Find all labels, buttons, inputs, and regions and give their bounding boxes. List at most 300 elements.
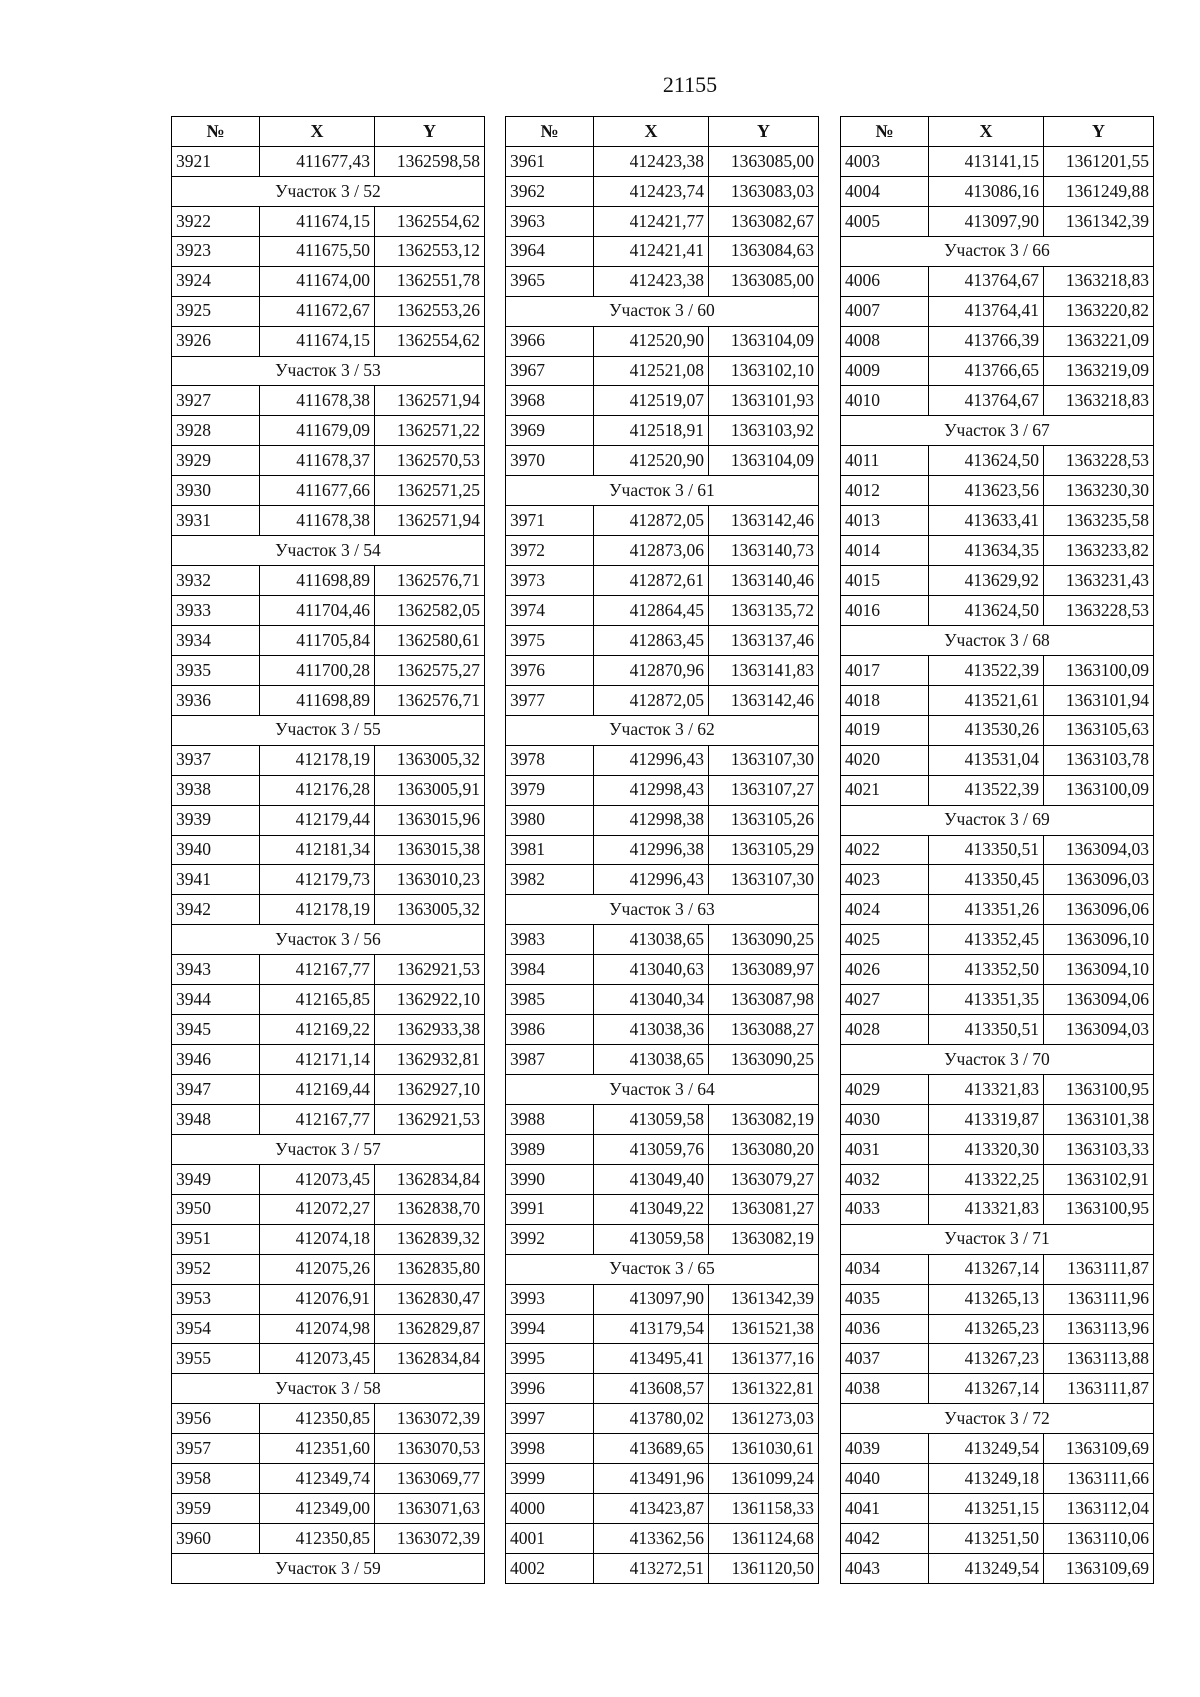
point-number-cell: 3927 [172, 386, 260, 416]
table-row [841, 386, 1154, 416]
y-coordinate-cell: 1362575,27 [375, 655, 485, 685]
y-coordinate-cell: 1363111,96 [1044, 1284, 1154, 1314]
point-number-cell: 4022 [841, 835, 929, 865]
section-title: Участок 3 / 67 [841, 416, 1154, 446]
x-coordinate-cell: 411679,09 [260, 416, 375, 446]
point-number-cell: 3968 [506, 386, 594, 416]
table-row [506, 566, 819, 596]
point-number-cell: 4041 [841, 1494, 929, 1524]
y-coordinate-cell: 1362553,26 [375, 296, 485, 326]
table-row [172, 685, 485, 715]
table-row [172, 1194, 485, 1224]
table-row [841, 985, 1154, 1015]
point-number-cell: 4033 [841, 1194, 929, 1224]
y-coordinate-cell: 1363005,32 [375, 745, 485, 775]
y-coordinate-cell: 1363142,46 [709, 506, 819, 536]
table-row [506, 326, 819, 356]
point-number-cell: 3954 [172, 1314, 260, 1344]
x-coordinate-cell: 412863,45 [594, 625, 709, 655]
table-row [841, 566, 1154, 596]
table-row [506, 506, 819, 536]
section-row [506, 1075, 819, 1105]
y-coordinate-cell: 1362922,10 [375, 985, 485, 1015]
x-coordinate-cell: 413319,87 [929, 1104, 1044, 1134]
point-number-cell: 4035 [841, 1284, 929, 1314]
table-body [506, 146, 819, 1583]
y-coordinate-cell: 1363094,03 [1044, 835, 1154, 865]
point-number-cell: 3932 [172, 566, 260, 596]
y-coordinate-cell: 1361521,38 [709, 1314, 819, 1344]
section-row [841, 625, 1154, 655]
point-number-cell: 4025 [841, 925, 929, 955]
point-number-cell: 4009 [841, 356, 929, 386]
x-coordinate-cell: 413040,34 [594, 985, 709, 1015]
section-title: Участок 3 / 62 [506, 715, 819, 745]
y-coordinate-cell: 1363107,30 [709, 865, 819, 895]
point-number-cell: 3959 [172, 1494, 260, 1524]
table-row [506, 146, 819, 176]
x-coordinate-cell: 412350,85 [260, 1524, 375, 1554]
x-coordinate-cell: 413059,76 [594, 1134, 709, 1164]
x-coordinate-cell: 412075,26 [260, 1254, 375, 1284]
point-number-cell: 3931 [172, 506, 260, 536]
point-number-cell: 3971 [506, 506, 594, 536]
point-number-cell: 3991 [506, 1194, 594, 1224]
table-row [172, 655, 485, 685]
x-coordinate-cell: 413491,96 [594, 1464, 709, 1494]
section-title: Участок 3 / 55 [172, 715, 485, 745]
point-number-cell: 3924 [172, 266, 260, 296]
x-coordinate-cell: 413272,51 [594, 1554, 709, 1584]
table-row [172, 1524, 485, 1554]
point-number-cell: 3945 [172, 1015, 260, 1045]
point-number-cell: 3934 [172, 625, 260, 655]
y-coordinate-cell: 1363228,53 [1044, 596, 1154, 626]
header-x: X [260, 117, 375, 147]
table-row [841, 1015, 1154, 1045]
x-coordinate-cell: 411677,43 [260, 146, 375, 176]
table-row [841, 1464, 1154, 1494]
y-coordinate-cell: 1363072,39 [375, 1404, 485, 1434]
point-number-cell: 4005 [841, 206, 929, 236]
y-coordinate-cell: 1363140,46 [709, 566, 819, 596]
point-number-cell: 4002 [506, 1554, 594, 1584]
table-row [172, 1254, 485, 1284]
section-title: Участок 3 / 69 [841, 805, 1154, 835]
y-coordinate-cell: 1363111,66 [1044, 1464, 1154, 1494]
table-row [841, 1254, 1154, 1284]
x-coordinate-cell: 413522,39 [929, 775, 1044, 805]
y-coordinate-cell: 1363111,87 [1044, 1374, 1154, 1404]
table-row [172, 326, 485, 356]
y-coordinate-cell: 1363235,58 [1044, 506, 1154, 536]
section-row [172, 536, 485, 566]
y-coordinate-cell: 1363100,09 [1044, 775, 1154, 805]
point-number-cell: 3998 [506, 1434, 594, 1464]
point-number-cell: 3969 [506, 416, 594, 446]
page-number: 21155 [662, 72, 718, 97]
table-row [841, 955, 1154, 985]
x-coordinate-cell: 412519,07 [594, 386, 709, 416]
x-coordinate-cell: 412171,14 [260, 1045, 375, 1075]
point-number-cell: 3997 [506, 1404, 594, 1434]
section-row [172, 356, 485, 386]
y-coordinate-cell: 1363111,87 [1044, 1254, 1154, 1284]
table-row [506, 356, 819, 386]
point-number-cell: 3976 [506, 655, 594, 685]
y-coordinate-cell: 1363101,38 [1044, 1104, 1154, 1134]
point-number-cell: 3943 [172, 955, 260, 985]
x-coordinate-cell: 412423,38 [594, 146, 709, 176]
table-row [506, 1464, 819, 1494]
x-coordinate-cell: 413267,14 [929, 1254, 1044, 1284]
table-row [172, 596, 485, 626]
y-coordinate-cell: 1363069,77 [375, 1464, 485, 1494]
y-coordinate-cell: 1361377,16 [709, 1344, 819, 1374]
table-row [172, 236, 485, 266]
x-coordinate-cell: 413351,26 [929, 895, 1044, 925]
table-row [172, 625, 485, 655]
y-coordinate-cell: 1363094,06 [1044, 985, 1154, 1015]
table-row [841, 655, 1154, 685]
table-row [506, 1164, 819, 1194]
y-coordinate-cell: 1361249,88 [1044, 176, 1154, 206]
table-row [841, 146, 1154, 176]
y-coordinate-cell: 1363096,03 [1044, 865, 1154, 895]
x-coordinate-cell: 413040,63 [594, 955, 709, 985]
y-coordinate-cell: 1362571,94 [375, 506, 485, 536]
section-title: Участок 3 / 54 [172, 536, 485, 566]
point-number-cell: 3950 [172, 1194, 260, 1224]
point-number-cell: 3964 [506, 236, 594, 266]
point-number-cell: 3940 [172, 835, 260, 865]
y-coordinate-cell: 1363096,10 [1044, 925, 1154, 955]
x-coordinate-cell: 413623,56 [929, 476, 1044, 506]
section-row [841, 1045, 1154, 1075]
point-number-cell: 4034 [841, 1254, 929, 1284]
point-number-cell: 3972 [506, 536, 594, 566]
y-coordinate-cell: 1363109,69 [1044, 1434, 1154, 1464]
x-coordinate-cell: 412351,60 [260, 1434, 375, 1464]
point-number-cell: 3951 [172, 1224, 260, 1254]
section-title: Участок 3 / 58 [172, 1374, 485, 1404]
section-title: Участок 3 / 70 [841, 1045, 1154, 1075]
point-number-cell: 3966 [506, 326, 594, 356]
y-coordinate-cell: 1363071,63 [375, 1494, 485, 1524]
table-row [172, 895, 485, 925]
y-coordinate-cell: 1361201,55 [1044, 146, 1154, 176]
x-coordinate-cell: 413629,92 [929, 566, 1044, 596]
y-coordinate-cell: 1363113,88 [1044, 1344, 1154, 1374]
y-coordinate-cell: 1363087,98 [709, 985, 819, 1015]
x-coordinate-cell: 411674,15 [260, 326, 375, 356]
y-coordinate-cell: 1362834,84 [375, 1164, 485, 1194]
point-number-cell: 3974 [506, 596, 594, 626]
x-coordinate-cell: 411704,46 [260, 596, 375, 626]
section-row [172, 176, 485, 206]
table-row [506, 206, 819, 236]
point-number-cell: 3978 [506, 745, 594, 775]
point-number-cell: 4039 [841, 1434, 929, 1464]
table-row [841, 895, 1154, 925]
y-coordinate-cell: 1362838,70 [375, 1194, 485, 1224]
x-coordinate-cell: 412178,19 [260, 745, 375, 775]
table-row [841, 1075, 1154, 1105]
point-number-cell: 3980 [506, 805, 594, 835]
table-row [172, 476, 485, 506]
point-number-cell: 3995 [506, 1344, 594, 1374]
y-coordinate-cell: 1363015,96 [375, 805, 485, 835]
table-row [172, 506, 485, 536]
y-coordinate-cell: 1363100,95 [1044, 1075, 1154, 1105]
section-row [506, 895, 819, 925]
x-coordinate-cell: 413495,41 [594, 1344, 709, 1374]
table-row [172, 416, 485, 446]
section-title: Участок 3 / 66 [841, 236, 1154, 266]
point-number-cell: 4030 [841, 1104, 929, 1134]
point-number-cell: 3949 [172, 1164, 260, 1194]
table-row [172, 865, 485, 895]
table-row [172, 146, 485, 176]
point-number-cell: 3994 [506, 1314, 594, 1344]
point-number-cell: 3973 [506, 566, 594, 596]
y-coordinate-cell: 1363102,91 [1044, 1164, 1154, 1194]
y-coordinate-cell: 1362582,05 [375, 596, 485, 626]
y-coordinate-cell: 1362571,94 [375, 386, 485, 416]
x-coordinate-cell: 412074,18 [260, 1224, 375, 1254]
point-number-cell: 3925 [172, 296, 260, 326]
y-coordinate-cell: 1363112,04 [1044, 1494, 1154, 1524]
section-row [172, 1134, 485, 1164]
point-number-cell: 3939 [172, 805, 260, 835]
table-row [172, 1284, 485, 1314]
table-row [841, 835, 1154, 865]
table-row [506, 1434, 819, 1464]
table-row [172, 1344, 485, 1374]
x-coordinate-cell: 413531,04 [929, 745, 1044, 775]
x-coordinate-cell: 411672,67 [260, 296, 375, 326]
y-coordinate-cell: 1363102,10 [709, 356, 819, 386]
y-coordinate-cell: 1363101,94 [1044, 685, 1154, 715]
x-coordinate-cell: 412872,61 [594, 566, 709, 596]
table-row [506, 685, 819, 715]
y-coordinate-cell: 1362598,58 [375, 146, 485, 176]
table-row [506, 1284, 819, 1314]
x-coordinate-cell: 413249,18 [929, 1464, 1044, 1494]
point-number-cell: 3967 [506, 356, 594, 386]
x-coordinate-cell: 413624,50 [929, 446, 1044, 476]
y-coordinate-cell: 1362576,71 [375, 685, 485, 715]
table-row [841, 1284, 1154, 1314]
y-coordinate-cell: 1361030,61 [709, 1434, 819, 1464]
table-row [506, 266, 819, 296]
table-row [841, 925, 1154, 955]
y-coordinate-cell: 1363070,53 [375, 1434, 485, 1464]
point-number-cell: 3983 [506, 925, 594, 955]
point-number-cell: 3947 [172, 1075, 260, 1105]
y-coordinate-cell: 1361342,39 [709, 1284, 819, 1314]
table-row [506, 1194, 819, 1224]
section-row [172, 715, 485, 745]
section-row [841, 236, 1154, 266]
point-number-cell: 4038 [841, 1374, 929, 1404]
x-coordinate-cell: 411700,28 [260, 655, 375, 685]
table-row [841, 1104, 1154, 1134]
point-number-cell: 3965 [506, 266, 594, 296]
point-number-cell: 3989 [506, 1134, 594, 1164]
x-coordinate-cell: 413780,02 [594, 1404, 709, 1434]
x-coordinate-cell: 412169,44 [260, 1075, 375, 1105]
y-coordinate-cell: 1363107,30 [709, 745, 819, 775]
point-number-cell: 4017 [841, 655, 929, 685]
table-row [172, 1224, 485, 1254]
y-coordinate-cell: 1363090,25 [709, 1045, 819, 1075]
point-number-cell: 3975 [506, 625, 594, 655]
y-coordinate-cell: 1363220,82 [1044, 296, 1154, 326]
y-coordinate-cell: 1362570,53 [375, 446, 485, 476]
section-title: Участок 3 / 71 [841, 1224, 1154, 1254]
y-coordinate-cell: 1363219,09 [1044, 356, 1154, 386]
y-coordinate-cell: 1363100,09 [1044, 655, 1154, 685]
table-row [506, 1494, 819, 1524]
header-number: № [841, 117, 929, 147]
x-coordinate-cell: 413038,36 [594, 1015, 709, 1045]
x-coordinate-cell: 411678,38 [260, 506, 375, 536]
section-title: Участок 3 / 63 [506, 895, 819, 925]
table-row [172, 955, 485, 985]
x-coordinate-cell: 412421,41 [594, 236, 709, 266]
y-coordinate-cell: 1363113,96 [1044, 1314, 1154, 1344]
y-coordinate-cell: 1362839,32 [375, 1224, 485, 1254]
point-number-cell: 3944 [172, 985, 260, 1015]
table-row [841, 1374, 1154, 1404]
point-number-cell: 4000 [506, 1494, 594, 1524]
table-header-row [841, 117, 1154, 147]
header-number: № [506, 117, 594, 147]
y-coordinate-cell: 1363105,26 [709, 805, 819, 835]
point-number-cell: 4015 [841, 566, 929, 596]
point-number-cell: 4004 [841, 176, 929, 206]
y-coordinate-cell: 1363096,06 [1044, 895, 1154, 925]
y-coordinate-cell: 1363105,29 [709, 835, 819, 865]
table-row [841, 1134, 1154, 1164]
coordinates-table-left [171, 116, 485, 1584]
section-row [841, 805, 1154, 835]
y-coordinate-cell: 1363218,83 [1044, 266, 1154, 296]
table-row [172, 1045, 485, 1075]
y-coordinate-cell: 1363085,00 [709, 146, 819, 176]
y-coordinate-cell: 1362571,25 [375, 476, 485, 506]
y-coordinate-cell: 1363100,95 [1044, 1194, 1154, 1224]
table-row [841, 266, 1154, 296]
y-coordinate-cell: 1363109,69 [1044, 1554, 1154, 1584]
table-row [172, 1104, 485, 1134]
point-number-cell: 4011 [841, 446, 929, 476]
table-row [506, 176, 819, 206]
table-row [506, 1045, 819, 1075]
table-header-row [172, 117, 485, 147]
x-coordinate-cell: 412176,28 [260, 775, 375, 805]
x-coordinate-cell: 413764,67 [929, 266, 1044, 296]
x-coordinate-cell: 412998,38 [594, 805, 709, 835]
point-number-cell: 4031 [841, 1134, 929, 1164]
point-number-cell: 3938 [172, 775, 260, 805]
y-coordinate-cell: 1363110,06 [1044, 1524, 1154, 1554]
x-coordinate-cell: 413352,50 [929, 955, 1044, 985]
table-row [506, 745, 819, 775]
y-coordinate-cell: 1363104,09 [709, 326, 819, 356]
y-coordinate-cell: 1363080,20 [709, 1134, 819, 1164]
y-coordinate-cell: 1362921,53 [375, 955, 485, 985]
table-header-row [506, 117, 819, 147]
section-row [506, 715, 819, 745]
point-number-cell: 3933 [172, 596, 260, 626]
table-row [506, 805, 819, 835]
table-row [506, 596, 819, 626]
x-coordinate-cell: 413624,50 [929, 596, 1044, 626]
y-coordinate-cell: 1363084,63 [709, 236, 819, 266]
table-row [841, 536, 1154, 566]
y-coordinate-cell: 1362554,62 [375, 326, 485, 356]
x-coordinate-cell: 412872,05 [594, 506, 709, 536]
y-coordinate-cell: 1362927,10 [375, 1075, 485, 1105]
table-row [506, 655, 819, 685]
y-coordinate-cell: 1363083,03 [709, 176, 819, 206]
x-coordinate-cell: 411698,89 [260, 566, 375, 596]
point-number-cell: 3981 [506, 835, 594, 865]
section-title: Участок 3 / 61 [506, 476, 819, 506]
y-coordinate-cell: 1363218,83 [1044, 386, 1154, 416]
table-row [841, 1524, 1154, 1554]
header-x: X [594, 117, 709, 147]
section-title: Участок 3 / 53 [172, 356, 485, 386]
x-coordinate-cell: 413321,83 [929, 1194, 1044, 1224]
point-number-cell: 3960 [172, 1524, 260, 1554]
point-number-cell: 4018 [841, 685, 929, 715]
x-coordinate-cell: 412178,19 [260, 895, 375, 925]
y-coordinate-cell: 1363082,19 [709, 1224, 819, 1254]
point-number-cell: 4021 [841, 775, 929, 805]
table-row [841, 506, 1154, 536]
section-row [172, 1374, 485, 1404]
x-coordinate-cell: 413249,54 [929, 1434, 1044, 1464]
coordinates-table-right [840, 116, 1154, 1584]
table-row [172, 1015, 485, 1045]
y-coordinate-cell: 1363233,82 [1044, 536, 1154, 566]
point-number-cell: 3942 [172, 895, 260, 925]
table-row [506, 775, 819, 805]
table-row [506, 1134, 819, 1164]
x-coordinate-cell: 412179,73 [260, 865, 375, 895]
point-number-cell: 4042 [841, 1524, 929, 1554]
point-number-cell: 4007 [841, 296, 929, 326]
point-number-cell: 3926 [172, 326, 260, 356]
x-coordinate-cell: 413350,45 [929, 865, 1044, 895]
y-coordinate-cell: 1363135,72 [709, 596, 819, 626]
x-coordinate-cell: 413689,65 [594, 1434, 709, 1464]
x-coordinate-cell: 412167,77 [260, 1104, 375, 1134]
point-number-cell: 3961 [506, 146, 594, 176]
x-coordinate-cell: 413766,65 [929, 356, 1044, 386]
point-number-cell: 3930 [172, 476, 260, 506]
x-coordinate-cell: 413265,13 [929, 1284, 1044, 1314]
point-number-cell: 3929 [172, 446, 260, 476]
x-coordinate-cell: 412349,00 [260, 1494, 375, 1524]
x-coordinate-cell: 413038,65 [594, 1045, 709, 1075]
point-number-cell: 3963 [506, 206, 594, 236]
table-body [172, 146, 485, 1583]
table-row [841, 356, 1154, 386]
